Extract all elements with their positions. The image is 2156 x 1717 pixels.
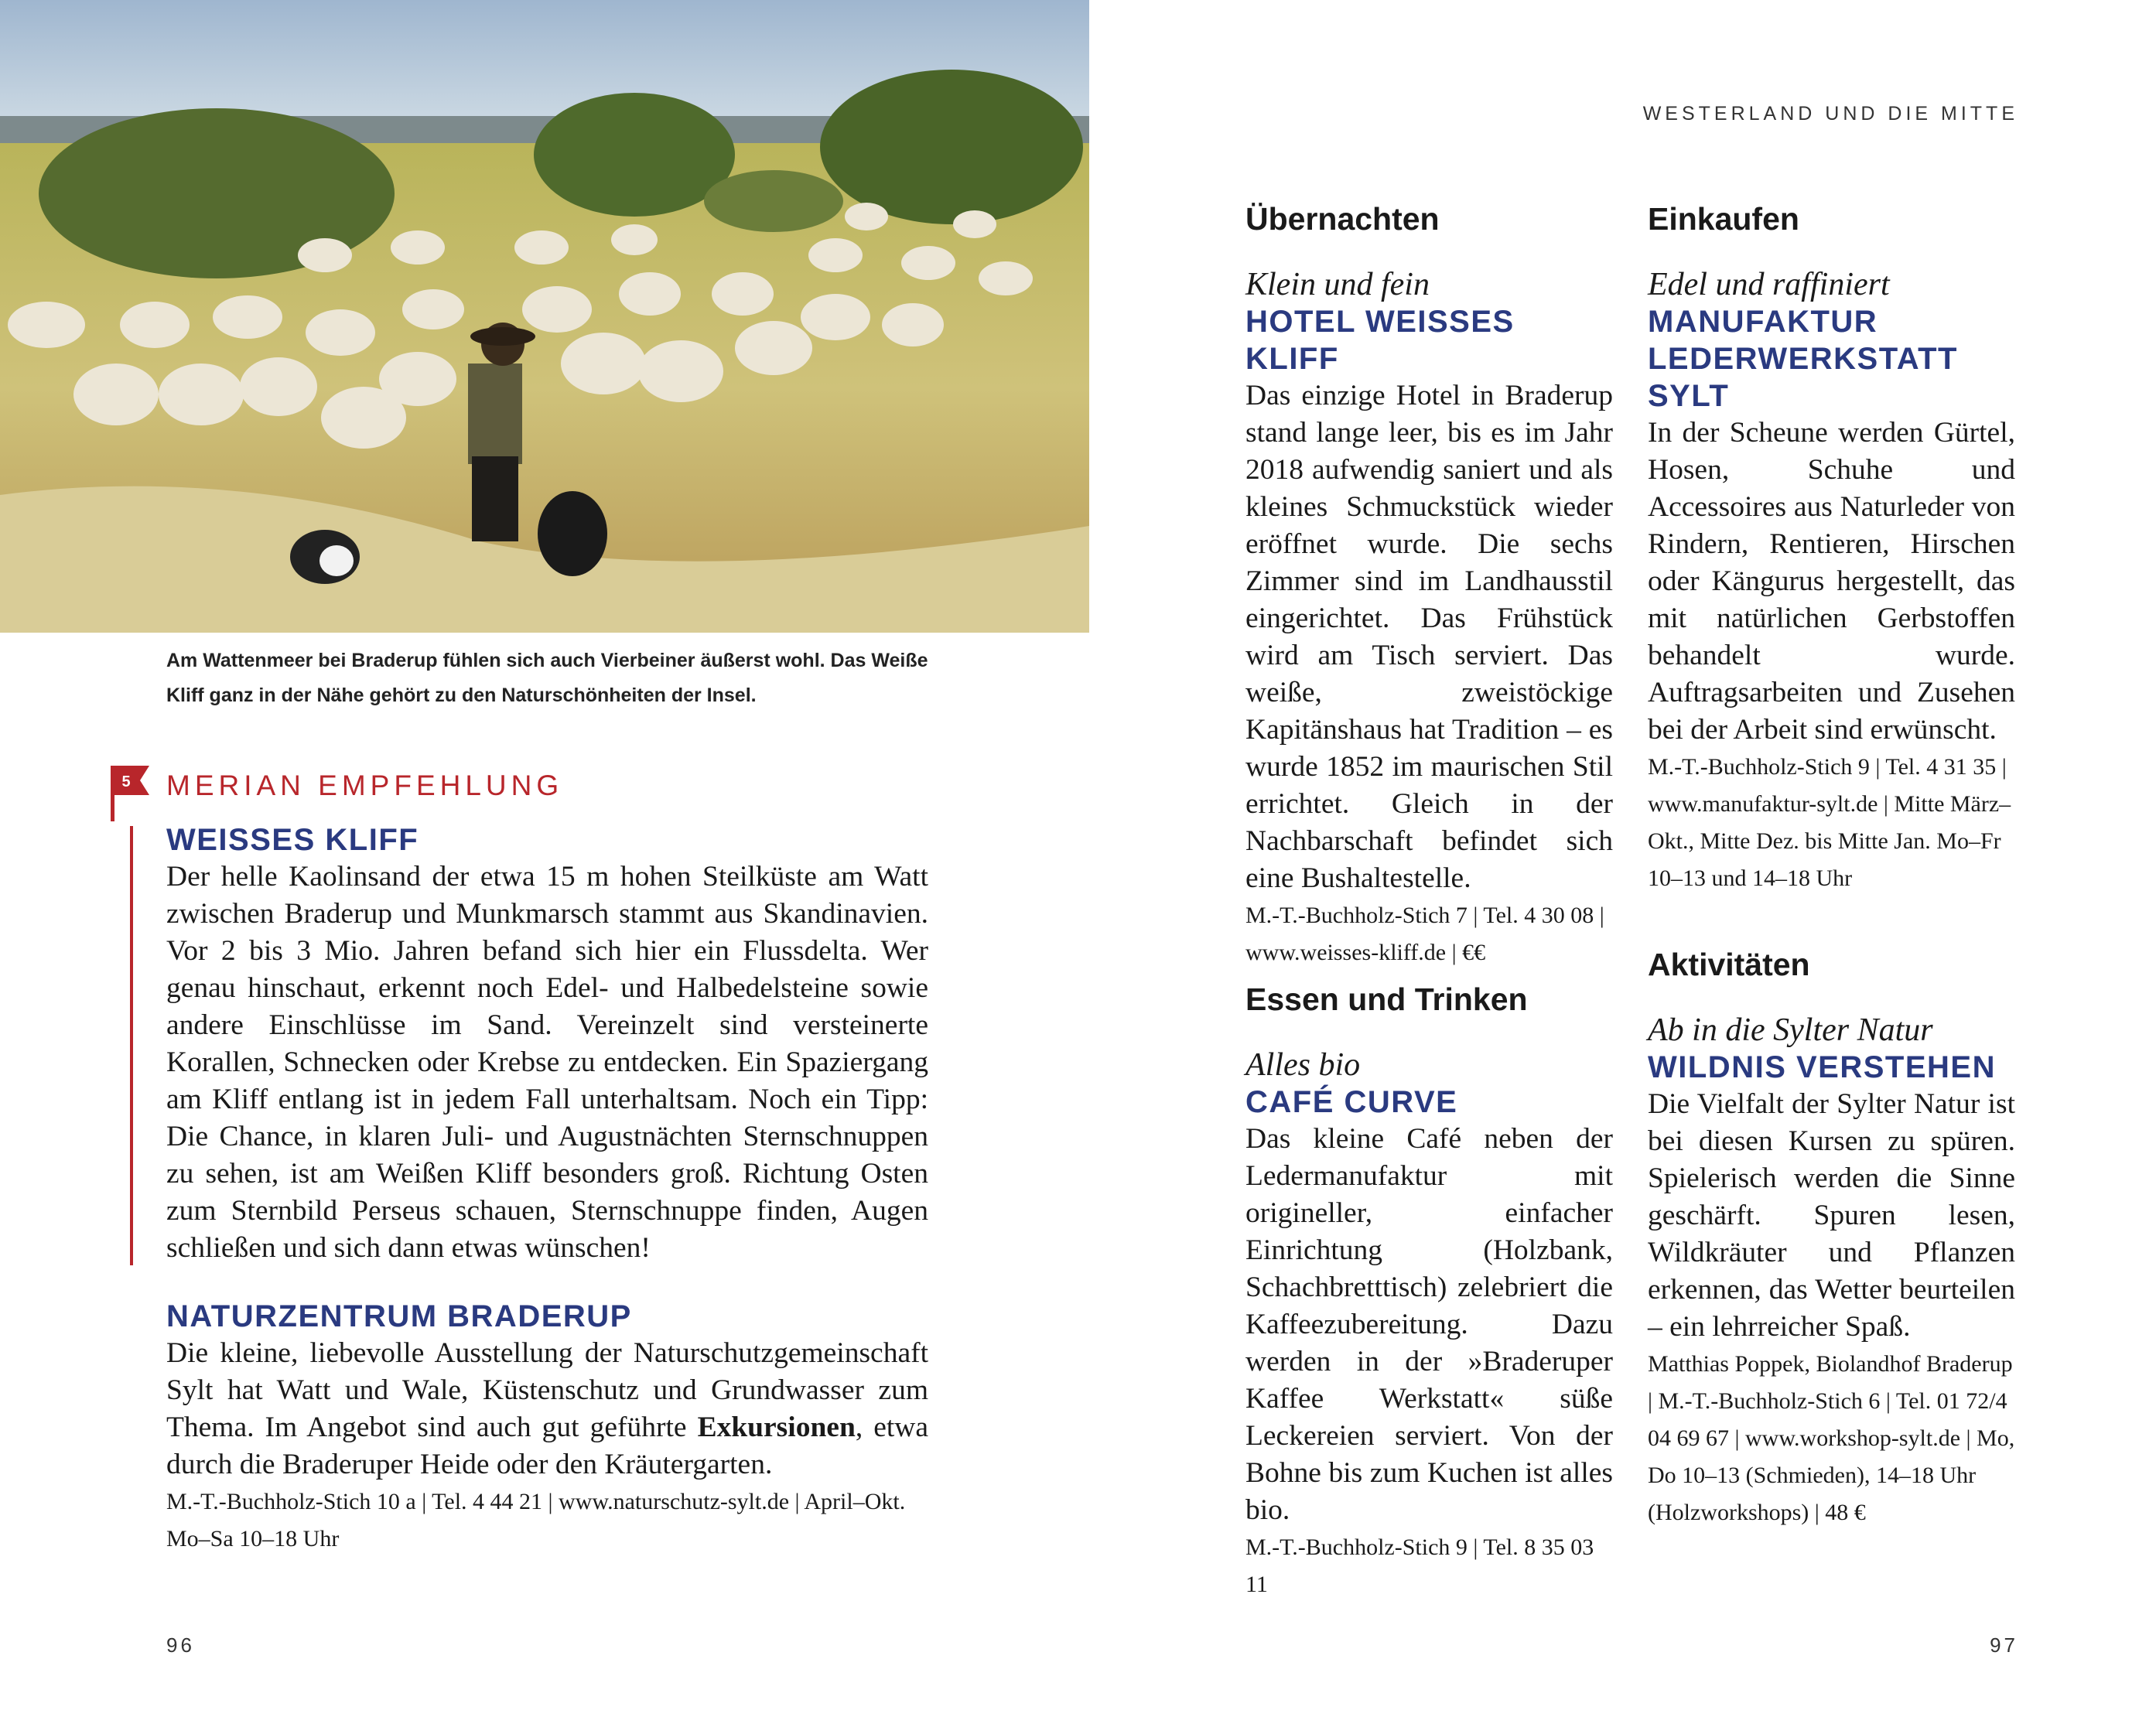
- weisses-kliff-section: [166, 821, 928, 1267]
- merian-flag-icon: [111, 766, 151, 821]
- photo-illustration: [0, 0, 1089, 633]
- wildnis-verstehen-info: Matthias Poppek, Biolandhof Braderup | M.-T.-Buchholz-Stich 6 | Tel. 01 72/4 04 69 67 | www.workshop-sylt.de | Mo, Do 10–13 (Schmieden), 14–18 Uhr (Holzworkshops) | 48 €: [1648, 1351, 2015, 1525]
- einkaufen-section: [1648, 200, 2015, 897]
- photo-caption: Am Wattenmeer bei Braderup fühlen sich auch Vierbeiner äußerst wohl. Das Weiße Kliff ganz in der Nähe gehört zu den Naturschönheiten der Insel.: [166, 650, 928, 706]
- naturzentrum-info: M.-T.-Buchholz-Stich 10 a | Tel. 4 44 21 | www.naturschutz-sylt.de | April–Okt. Mo–Sa 10–18 Uhr: [166, 1489, 906, 1551]
- einkaufen-heading: Einkaufen: [1648, 201, 1799, 237]
- running-head: WESTERLAND UND DIE MITTE: [1642, 103, 2018, 125]
- exkursionen-bold: Exkursionen: [697, 1411, 856, 1443]
- essen-subtitle: Alles bio: [1245, 1047, 1361, 1083]
- cafe-curve-info: M.-T.-Buchholz-Stich 9 | Tel. 8 35 03 11: [1245, 1534, 1594, 1597]
- flag-number: 5: [121, 773, 131, 790]
- merian-empfehlung-label: MERIAN EMPFEHLUNG: [166, 770, 564, 801]
- uebernachten-subtitle: Klein und fein: [1245, 267, 1430, 302]
- naturzentrum-title: NATURZENTRUM BRADERUP: [166, 1299, 632, 1333]
- hotel-weisses-kliff-text: Das einzige Hotel in Braderup stand lange leer, bis es im Jahr 2018 aufwendig saniert und als kleines Schmuckstück wieder eröffnet wurde. Die sechs Zimmer sind im Landhausstil eingerichtet. Das Frühstück wird am Tisch serviert. Das weiße, zweistöckige Kapitänshaus hat Tradition – es wurde 1852 im maurischen Stil errichtet. Gleich in der Nachbarschaft befindet sich eine Bushaltestelle.: [1245, 380, 1613, 894]
- wildnis-verstehen-text: Die Vielfalt der Sylter Natur ist bei diesen Kursen zu spüren. Spielerisch werden die Sinne geschärft. Spuren lesen, Wildkräuter und Pflanzen erkennen, das Wetter beurteilen – ein lehrreicher Spaß.: [1648, 1088, 2015, 1343]
- hotel-weisses-kliff-title: HOTEL WEISSES KLIFF: [1245, 305, 1515, 376]
- merian-red-rule: [130, 826, 133, 1265]
- manufaktur-info: M.-T.-Buchholz-Stich 9 | Tel. 4 31 35 | www.manufaktur-sylt.de | Mitte März–Okt., Mitte Dez. bis Mitte Jan. Mo–Fr 10–13 und 14–18 Uhr: [1648, 754, 2011, 891]
- page-number-left: 96: [166, 1633, 195, 1657]
- page-number-right: 97: [1990, 1633, 2018, 1657]
- aktivitaeten-section: [1648, 945, 2015, 1531]
- hotel-weisses-kliff-info: M.-T.-Buchholz-Stich 7 | Tel. 4 30 08 | www.weisses-kliff.de | €€: [1245, 903, 1604, 965]
- weisses-kliff-text: Der helle Kaolinsand der etwa 15 m hohen Steilküste am Watt zwischen Braderup und Munkmarsch stammt aus Skandinavien. Vor 2 bis 3 Mio. Jahren befand sich hier ein Flussdelta. Wer genau hinschaut, erkennt noch Edel- und Halbedelsteine sowie andere Einschlüsse im Sand. Vereinzelt sind versteinerte Korallen, Schnecken oder Krebse zu entdecken. Ein Spaziergang am Kliff entlang ist in jedem Fall unterhaltsam. Noch ein Tipp: Die Chance, in klaren Juli- und Augustnächten Sternschnuppen zu sehen, ist am Weißen Kliff besonders groß. Richtung Osten zum Sternbild Perseus schauen, Sternschnuppe finden, Augen schließen und sich dann etwas wünschen!: [166, 861, 928, 1264]
- naturzentrum-text: Die kleine, liebevolle Ausstellung der Naturschutzgemeinschaft Sylt hat Watt und Wale, Küstenschutz und Grundwasser zum Thema. Im Angebot sind auch gut geführte Exkursionen, etwa durch die Braderuper Heide oder den Kräutergarten.: [166, 1337, 929, 1480]
- uebernachten-section: [1245, 200, 1613, 971]
- manufaktur-text: In der Scheune werden Gürtel, Hosen, Schuhe und Accessoires aus Naturleder von Rindern, Rentieren, Hirschen oder Kängurus hergestellt, das mit natürlichen Gerbstoffen behandelt wurde. Auftragsarbeiten und Zusehen bei der Arbeit sind erwünscht.: [1648, 417, 2015, 746]
- aktivitaeten-subtitle: Ab in die Sylter Natur: [1648, 1012, 1933, 1048]
- essen-section: [1245, 980, 1613, 1603]
- naturzentrum-section: [166, 1298, 928, 1558]
- wildnis-verstehen-title: WILDNIS VERSTEHEN: [1648, 1050, 1996, 1084]
- weisses-kliff-title: WEISSES KLIFF: [166, 823, 419, 857]
- cafe-curve-text: Das kleine Café neben der Ledermanufaktur mit origineller, einfacher Einrichtung (Holzbank, Schachbretttisch) zelebriert die Kaffeezubereitung. Dazu werden in der »Braderuper Kaffee Werkstatt« süße Leckereien serviert. Von der Bohne bis zum Kuchen ist alles bio.: [1245, 1123, 1613, 1526]
- einkaufen-subtitle: Edel und raffiniert: [1648, 267, 1890, 302]
- manufaktur-title: MANUFAKTUR LEDERWERKSTATT SYLT: [1648, 305, 1958, 413]
- cafe-curve-title: CAFÉ CURVE: [1245, 1085, 1458, 1119]
- sheep-shepherd-photo: [0, 0, 1089, 633]
- essen-heading: Essen und Trinken: [1245, 981, 1528, 1017]
- aktivitaeten-heading: Aktivitäten: [1648, 947, 1810, 982]
- uebernachten-heading: Übernachten: [1245, 201, 1440, 237]
